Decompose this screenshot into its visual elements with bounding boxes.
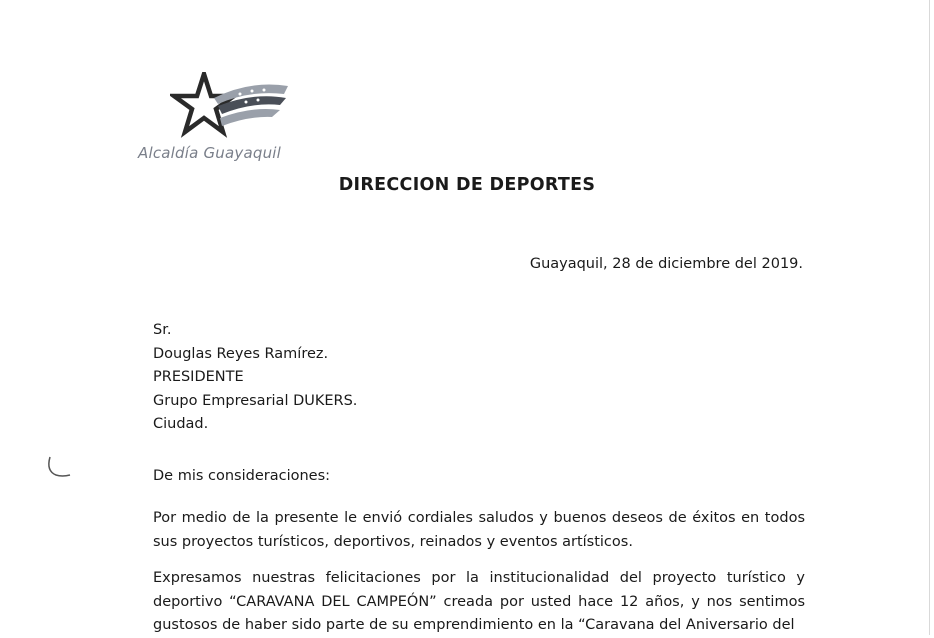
recipient-name: Douglas Reyes Ramírez.: [153, 345, 329, 362]
star-flag-icon: [170, 72, 296, 142]
salutation: De mis consideraciones:: [153, 468, 331, 484]
page-title: DIRECCION DE DEPORTES: [338, 175, 596, 195]
recipient-company: Grupo Empresarial DUKERS.: [153, 392, 358, 409]
margin-mark-icon: [44, 455, 74, 481]
recipient-city: Ciudad.: [153, 416, 209, 432]
page-edge: [929, 0, 930, 635]
recipient-title: Sr.: [153, 322, 172, 338]
alcaldia-logo: [136, 72, 296, 167]
recipient-block: [153, 319, 357, 437]
paragraph-1: Por medio de la presente le envió cordiales saludos y buenos deseos de éxitos en todos sus proyectos turísticos, deportivos, reinados y eventos artísticos.: [153, 510, 805, 550]
paragraph-2: Expresamos nuestras felicitaciones por la institucionalidad del proyecto turístico y deportivo “CARAVANA DEL CAMPEÓN” creada por usted hace 12 años, y nos sentimos gustosos de haber sido parte de su emprendimiento en la “Caravana del Aniversario del: [153, 570, 805, 633]
letter-date: Guayaquil, 28 de diciembre del 2019.: [529, 256, 803, 272]
logo-text: Alcaldía Guayaquil: [138, 144, 282, 162]
recipient-position: PRESIDENTE: [153, 369, 244, 385]
